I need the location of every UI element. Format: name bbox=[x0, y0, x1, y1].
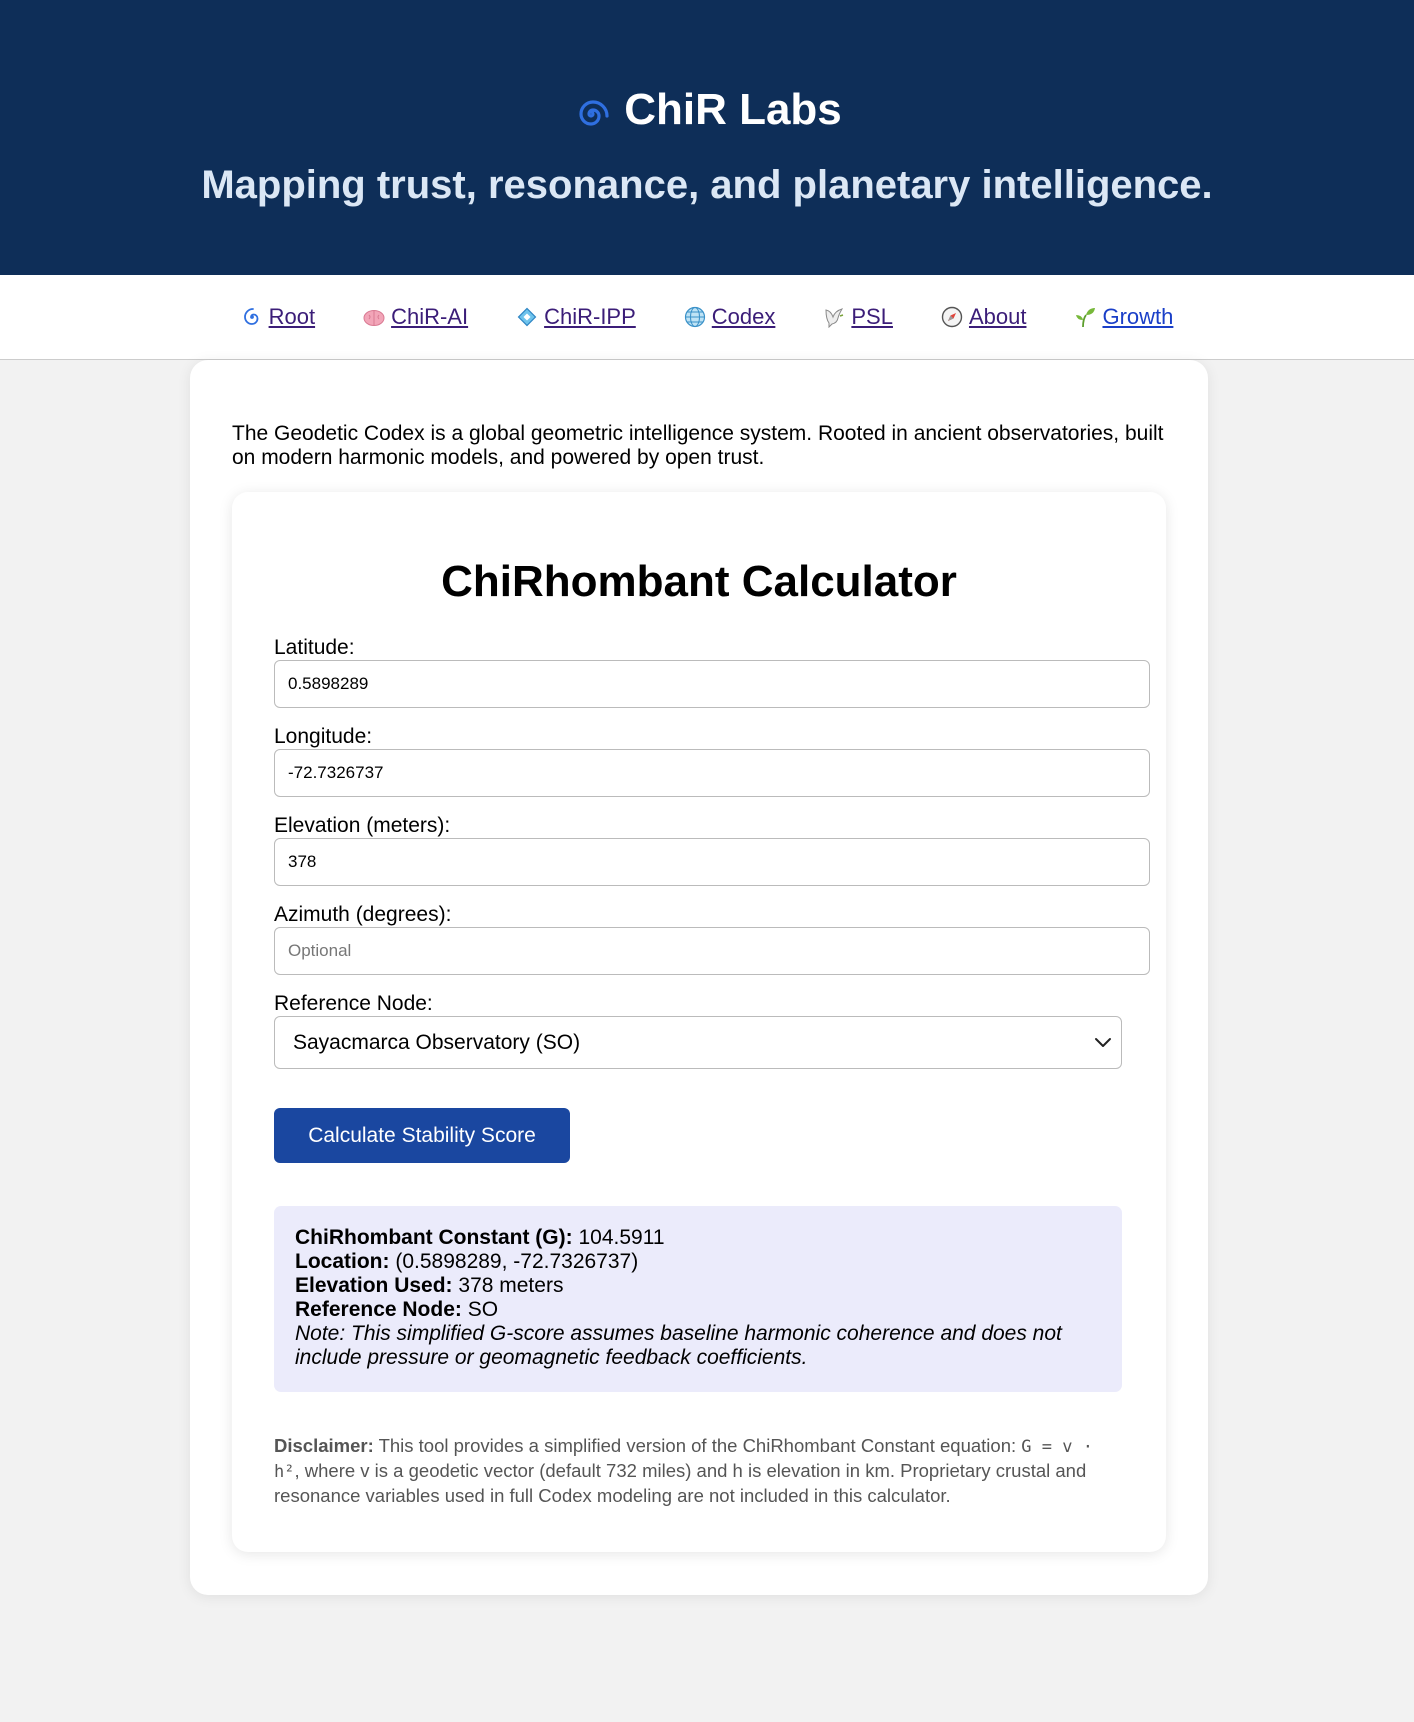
result-constant-value: 104.5911 bbox=[578, 1226, 665, 1249]
result-constant bbox=[295, 1226, 1101, 1250]
brand bbox=[572, 82, 842, 138]
nav-label: About bbox=[968, 304, 1027, 329]
reference-node-select[interactable] bbox=[274, 1016, 1122, 1069]
disclaimer bbox=[274, 1434, 1122, 1507]
nav-link-growth[interactable] bbox=[1074, 304, 1173, 330]
result-location bbox=[295, 1250, 1101, 1274]
result-location-value: (0.5898289, -72.7326737) bbox=[395, 1250, 639, 1273]
azimuth-field-group bbox=[274, 903, 1124, 975]
azimuth-input[interactable] bbox=[274, 927, 1150, 975]
elevation-input[interactable] bbox=[274, 838, 1150, 886]
reference-node-label: Reference Node: bbox=[274, 992, 433, 1015]
longitude-field-group bbox=[274, 725, 1124, 797]
nav-link-codex[interactable] bbox=[684, 304, 776, 330]
seedling-icon bbox=[1074, 306, 1096, 328]
result-node-label: Reference Node: bbox=[295, 1298, 462, 1321]
main-card bbox=[190, 360, 1208, 1595]
site-header bbox=[0, 0, 1414, 275]
disclaimer-text-before: This tool provides a simplified version of the ChiRhombant Constant equation: bbox=[378, 1435, 1017, 1456]
reference-node-selected: Sayacmarca Observatory (SO) bbox=[293, 1030, 581, 1054]
result-elevation-label: Elevation Used: bbox=[295, 1274, 453, 1297]
elevation-field-group bbox=[274, 814, 1124, 886]
nav-link-chir-ipp[interactable] bbox=[516, 304, 636, 330]
disclaimer-text-after: , where v is a geodetic vector (default 732 miles) and h is elevation in km. Proprietary crustal and resonance variables used in full Codex modeling are not included in this calculator. bbox=[274, 1460, 1087, 1506]
longitude-input[interactable] bbox=[274, 749, 1150, 797]
tagline: Mapping trust, resonance, and planetary intelligence. bbox=[201, 163, 1213, 207]
result-node-value: SO bbox=[467, 1298, 499, 1321]
latitude-field-group bbox=[274, 636, 1124, 708]
result-note: Note: This simplified G-score assumes baseline harmonic coherence and does not include pressure or geomagnetic feedback coefficients. bbox=[295, 1322, 1062, 1369]
elevation-label: Elevation (meters): bbox=[274, 814, 451, 837]
brain-icon bbox=[363, 306, 385, 328]
calculator-card bbox=[232, 492, 1166, 1552]
nav-label: Root bbox=[268, 304, 316, 329]
diamond-icon bbox=[516, 306, 538, 328]
dove-icon bbox=[823, 306, 845, 328]
spiral-icon bbox=[241, 306, 263, 328]
brand-title: ChiR Labs bbox=[624, 85, 842, 134]
nav-label: ChiR-IPP bbox=[544, 304, 636, 329]
compass-icon bbox=[941, 306, 963, 328]
main-nav bbox=[0, 275, 1414, 360]
result-box bbox=[274, 1206, 1122, 1392]
latitude-input[interactable] bbox=[274, 660, 1150, 708]
globe-icon bbox=[684, 306, 706, 328]
longitude-label: Longitude: bbox=[274, 725, 373, 748]
result-constant-label: ChiRhombant Constant (G): bbox=[295, 1226, 573, 1249]
result-elevation bbox=[295, 1274, 1101, 1298]
spiral-icon bbox=[572, 91, 610, 129]
chevron-down-icon bbox=[1093, 1032, 1113, 1052]
reference-field-group bbox=[274, 992, 1124, 1069]
nav-label: PSL bbox=[851, 304, 893, 329]
azimuth-label: Azimuth (degrees): bbox=[274, 903, 452, 926]
disclaimer-equation: G = v · h² bbox=[274, 1437, 1093, 1482]
nav-link-root[interactable] bbox=[241, 304, 315, 330]
latitude-label: Latitude: bbox=[274, 636, 355, 659]
disclaimer-label: Disclaimer: bbox=[274, 1435, 374, 1456]
nav-label: ChiR-AI bbox=[391, 304, 469, 329]
intro-text: The Geodetic Codex is a global geometric intelligence system. Rooted in ancient observatories, built on modern harmonic models, and powered by open trust. bbox=[232, 422, 1164, 469]
calculate-button[interactable]: Calculate Stability Score bbox=[274, 1108, 570, 1163]
result-elevation-value: 378 meters bbox=[458, 1274, 564, 1297]
nav-link-psl[interactable] bbox=[823, 304, 893, 330]
result-node bbox=[295, 1298, 1101, 1322]
nav-link-chir-ai[interactable] bbox=[363, 304, 468, 330]
result-location-label: Location: bbox=[295, 1250, 390, 1273]
nav-link-about[interactable] bbox=[941, 304, 1027, 330]
nav-label: Codex bbox=[711, 304, 776, 329]
calculator-title: ChiRhombant Calculator bbox=[441, 557, 957, 606]
nav-label: Growth bbox=[1102, 304, 1174, 329]
